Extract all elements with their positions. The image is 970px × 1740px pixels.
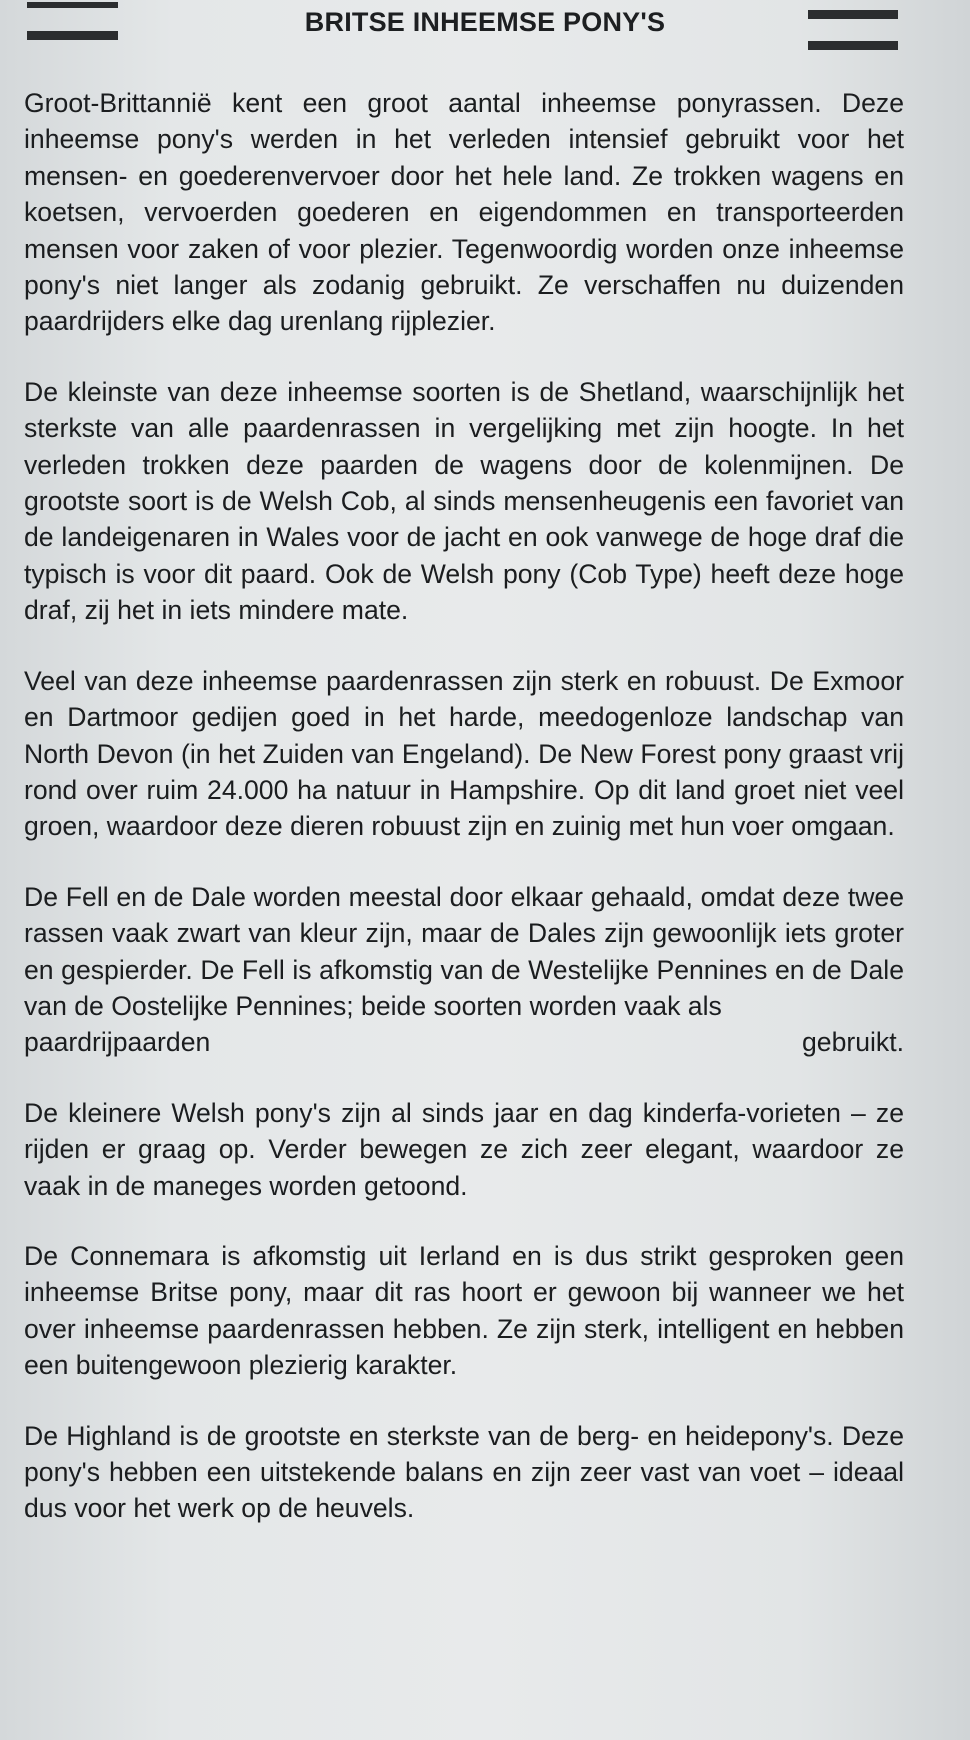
header bbox=[0, 0, 970, 60]
paragraph-intro: Groot-Brittannië kent een groot aantal inheemse ponyrassen. Deze inheemse pony's werden in het verleden intensief gebruikt voor het mensen- en goederenvervoer door het hele land. Ze trokken wagens en koetsen, vervoerden goederen en eigendommen en transporteerden mensen voor zaken of voor plezier. Tegenwoordig worden onze inheemse pony's niet langer als zodanig gebruikt. Ze verschaffen nu duizenden paardrijders elke dag urenlang rijplezier. bbox=[24, 88, 904, 337]
paragraph-connemara: De Connemara is afkomstig uit Ierland en is dus strikt gesproken geen inheemse Britse pony, maar dit ras hoort er gewoon bij wanneer we het over inheemse paardenrassen hebben. Ze zijn sterk, intelligent en hebben een buitengewoon plezierig karakter. bbox=[24, 1240, 904, 1381]
page-title: BRITSE INHEEMSE PONY'S bbox=[304, 7, 666, 37]
tail-left-word: paardrijpaarden bbox=[24, 1027, 211, 1058]
paragraph-fell-dale-tail bbox=[24, 1024, 904, 1060]
article-body bbox=[24, 85, 904, 1561]
paragraph-welsh-pony: De kleinere Welsh pony's zijn al sinds jaar en dag kinderfa-vorieten – ze rijden er graag op. Verder bewegen ze zich zeer elegant, waardoor ze vaak in de maneges worden getoond. bbox=[24, 1097, 904, 1201]
paragraph-highland: De Highland is de grootste en sterkste van de berg- en heidepony's. Deze pony's hebben een uitstekende balans en zijn zeer vast van voet – ideaal dus voor het werk op de heuvels. bbox=[24, 1420, 904, 1524]
decorative-rule-right-top bbox=[808, 10, 898, 19]
paragraph-shetland-welsh-cob: De kleinste van deze inheemse soorten is de Shetland, waarschijnlijk het sterkste van alle paardenrassen in vergelijking met zijn hoogte. In het verleden trokken deze paarden de wagens door de kolenmijnen. De grootste soort is de Welsh Cob, al sinds mensenheugenis een favoriet van de landeigenaren in Wales voor de jacht en ook vanwege de hoge draf die typisch is voor dit paard. Ook de Welsh pony (Cob Type) heeft deze hoge draf, zij het in iets mindere mate. bbox=[24, 376, 904, 626]
paragraph-fell-dale-text: De Fell en de Dale worden meestal door elkaar gehaald, omdat deze twee rassen vaak zwart van kleur zijn, maar de Dales zijn gewoonlijk iets groter en gespierder. De Fell is afkomstig van de Westelijke Pennines en de Dale van de Oostelijke Pennines; beide soorten worden vaak als bbox=[24, 881, 904, 1021]
tail-right-word: gebruikt. bbox=[802, 1027, 904, 1058]
paragraph-exmoor-dartmoor: Veel van deze inheemse paardenrassen zijn sterk en robuust. De Exmoor en Dartmoor gedijen goed in het harde, meedogenloze landschap van North Devon (in het Zuiden van Engeland). De New Forest pony graast vrij rond over ruim 24.000 ha natuur in Hampshire. Op dit land groet niet veel groen, waardoor deze dieren robuust zijn en zuinig met hun voer omgaan. bbox=[24, 665, 904, 842]
paragraph-fell-dale bbox=[24, 879, 904, 1061]
decorative-rule-right-bottom bbox=[808, 41, 898, 50]
